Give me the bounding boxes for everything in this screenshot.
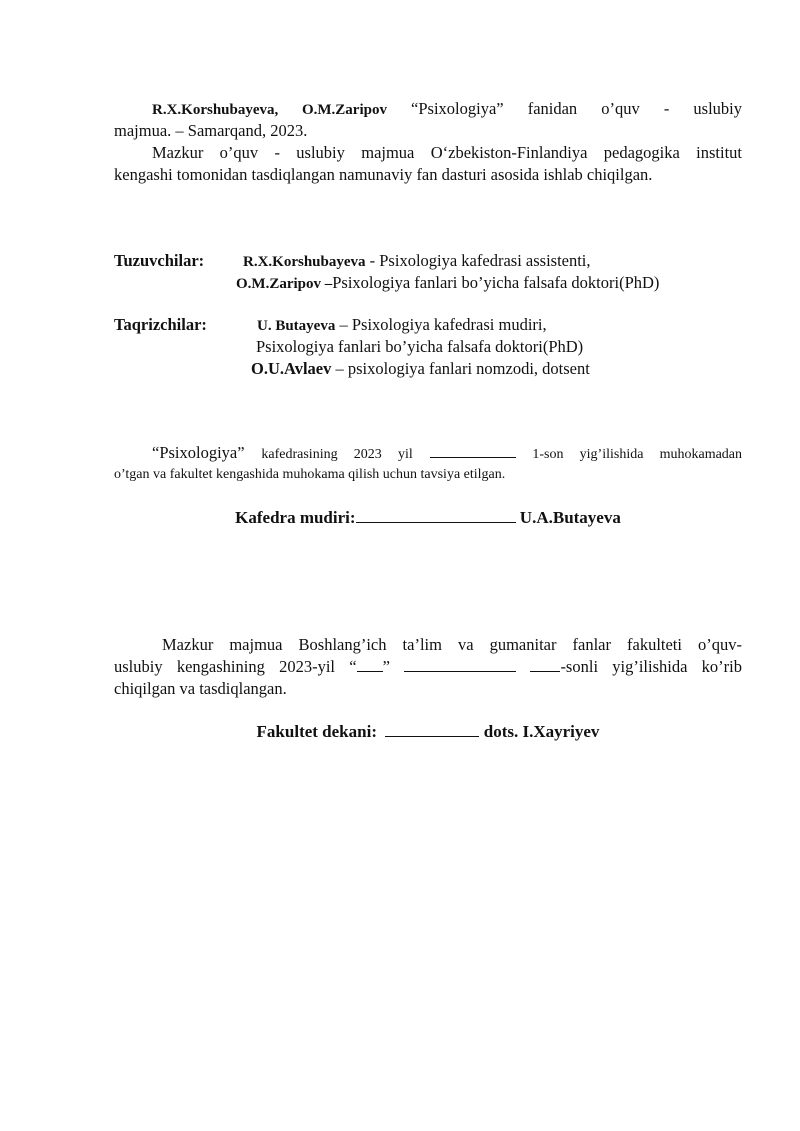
intro-title: “Psixologiya” fanidan o’quv - uslubiy	[411, 99, 742, 118]
department-head-signature	[0, 507, 800, 529]
compiler-1-role: - Psixologiya kafedrasi assistenti,	[365, 251, 591, 270]
department-meeting: 1-son yig’ilishida muhokamadan	[532, 447, 743, 462]
compiler-2	[236, 272, 659, 295]
date-blank	[430, 442, 516, 458]
intro-line-1	[114, 98, 742, 121]
number-blank	[530, 656, 560, 672]
dean-name: dots. I.Xayriyev	[479, 722, 600, 741]
faculty-line-3: chiqilgan va tasdiqlangan.	[114, 679, 287, 698]
month-blank	[404, 656, 516, 672]
dean-label: Fakultet dekani:	[256, 722, 377, 741]
compilers-label: Tuzuvchilar:	[114, 251, 205, 270]
head-name: U.A.Butayeva	[515, 508, 621, 527]
faculty-meeting: -sonli yig’ilishida ko’rib	[560, 657, 743, 676]
department-line-2: o’tgan va fakultet kengashida muhokama qilish uchun tavsiya etilgan.	[114, 467, 506, 482]
department-line-1	[114, 442, 742, 466]
faculty-year: uslubiy kengashining 2023-yil “	[114, 657, 357, 676]
faculty-line-2	[114, 656, 742, 678]
dean-signature	[0, 721, 800, 743]
reviewers-label: Taqrizchilar:	[114, 315, 207, 334]
head-label: Kafedra mudiri:	[235, 508, 356, 527]
head-signature-blank	[356, 507, 516, 523]
department-year: kafedrasining 2023 yil	[261, 447, 413, 462]
compiler-1-name: R.X.Korshubayeva	[243, 254, 366, 270]
reviewer-2-name: O.U.Avlaev	[251, 359, 332, 378]
reviewer-2	[251, 358, 590, 380]
compiler-1	[243, 250, 591, 273]
authors: R.X.Korshubayeva, O.M.Zaripov	[152, 102, 387, 118]
compiler-2-name: O.M.Zaripov –	[236, 276, 333, 292]
intro-line-2: majmua. – Samarqand, 2023.	[114, 121, 308, 140]
reviewer-1-role: – Psixologiya kafedrasi mudiri,	[335, 315, 547, 334]
intro-paragraph-line-1: Mazkur o’quv - uslubiy majmua O‘zbekiston-Finlandiya pedagogika institut	[152, 143, 742, 162]
reviewer-1	[257, 314, 547, 337]
reviewer-1-degree: Psixologiya fanlari bo’yicha falsafa doktori(PhD)	[256, 337, 584, 356]
faculty-line-1: Mazkur majmua Boshlang’ich ta’lim va gumanitar fanlar fakulteti o’quv-	[162, 635, 742, 654]
day-blank	[357, 656, 383, 672]
department-name: “Psixologiya”	[152, 443, 245, 462]
reviewer-1-name: U. Butayeva	[257, 318, 336, 334]
reviewer-2-role: – psixologiya fanlari nomzodi, dotsent	[331, 359, 590, 378]
intro-paragraph-line-2: kengashi tomonidan tasdiqlangan namunaviy fan dasturi asosida ishlab chiqilgan.	[114, 165, 653, 184]
dean-signature-blank	[385, 721, 479, 737]
compiler-2-role: Psixologiya fanlari bo’yicha falsafa doktori(PhD)	[332, 273, 660, 292]
faculty-quote: ”	[382, 657, 390, 676]
